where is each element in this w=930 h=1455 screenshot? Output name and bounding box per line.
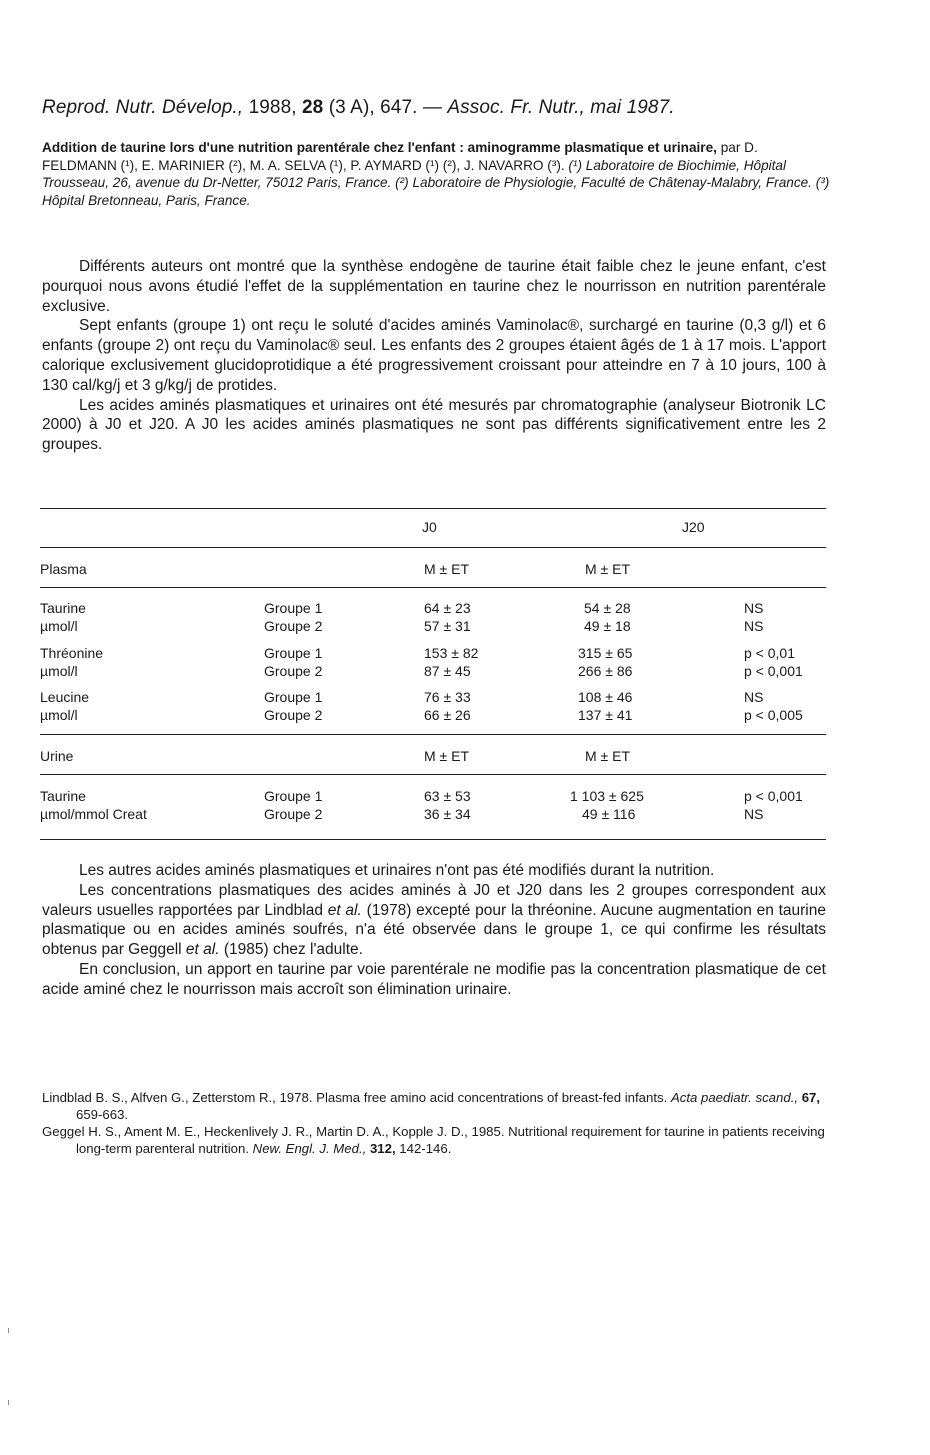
urine-label: Urine xyxy=(40,748,74,764)
urine-j20-stat-header: M ± ET xyxy=(585,748,631,764)
row-j0-g2: 87 ± 45 xyxy=(424,663,471,679)
reference-volume: 67, xyxy=(801,1090,821,1105)
urine-j0-stat-header: M ± ET xyxy=(424,748,470,764)
urine-rule xyxy=(40,774,826,775)
row-j0-g1: 153 ± 82 xyxy=(424,645,479,661)
row-group-1: Groupe 1 xyxy=(264,689,323,705)
reference-authors: Lindblad B. S., Alfven G., Zetterstom R., 1978. xyxy=(42,1090,313,1105)
intro-paragraph-3: Les acides aminés plasmatiques et urinaires ont été mesurés par chromatographie (analyseur Biotronik LC 2000) à J0 et J20. A J0 les acides aminés plasmatiques ne sont pas différents significativement entre les 2 groupes. xyxy=(42,396,826,454)
reference-authors: Geggel H. S., Ament M. E., Heckenlively J. R., Martin D. A., Kopple J. D., 1985. xyxy=(42,1124,505,1139)
reference-journal: New. Engl. J. Med., xyxy=(252,1141,367,1156)
scan-mark xyxy=(8,1400,9,1405)
reference-title: Nutritional requirement for taurine in patients receiving long-term parenteral nutrition. xyxy=(76,1124,825,1156)
row-group-2: Groupe 2 xyxy=(264,618,323,634)
journal-assoc: Assoc. Fr. Nutr., mai 1987. xyxy=(447,97,675,118)
row-group-1: Groupe 1 xyxy=(264,645,323,661)
header-j0: J0 xyxy=(422,519,437,535)
row-j0-g2: 36 ± 34 xyxy=(424,806,471,822)
journal-issue: (3 A), 647. — xyxy=(328,97,442,118)
row-sig-g2: NS xyxy=(744,806,764,822)
results-p2-part-b: (1978) excepté pour la thréonine. Aucune augmentation en taurine plasmatique ou en acides aminés soufrés, n'a été observée dans le groupe 1, ce qui confirme les résultats obtenus par Geggell xyxy=(42,901,826,959)
row-j0-g1: 76 ± 33 xyxy=(424,689,471,705)
journal-year: 1988, xyxy=(248,97,297,118)
row-j20-g2: 49 ± 116 xyxy=(582,806,636,822)
results-paragraph-3: En conclusion, un apport en taurine par voie parentérale ne modifie pas la concentration plasmatique de cet acide aminé chez le nourrisson mais accroît son élimination urinaire. xyxy=(42,960,826,998)
row-sig-g1: p < 0,001 xyxy=(744,788,803,804)
row-group-2: Groupe 2 xyxy=(264,707,323,723)
journal-header xyxy=(42,97,842,119)
row-j0-g1: 64 ± 23 xyxy=(424,600,471,616)
row-j20-g1: 54 ± 28 xyxy=(584,600,631,616)
header-j20: J20 xyxy=(682,519,705,535)
results-p2-etal-2: et al. xyxy=(185,941,220,959)
row-sig-g2: NS xyxy=(744,618,764,634)
row-sig-g1: NS xyxy=(744,600,764,616)
plasma-label: Plasma xyxy=(40,561,87,577)
plasma-rule xyxy=(40,587,826,588)
table-bottom-rule xyxy=(40,839,826,840)
results-paragraph-1: Les autres acides aminés plasmatiques et urinaires n'ont pas été modifiés durant la nutrition. xyxy=(79,862,715,879)
results-p2-etal: et al. xyxy=(327,901,362,919)
article-title: Addition de taurine lors d'une nutrition parentérale chez l'enfant : aminogramme plasmatique et urinaire, xyxy=(42,140,717,155)
row-name: Taurine xyxy=(40,788,86,804)
row-unit: µmol/l xyxy=(40,663,78,679)
row-j20-g1: 315 ± 65 xyxy=(578,645,633,661)
row-name: Taurine xyxy=(40,600,86,616)
row-j20-g1: 1 103 ± 625 xyxy=(570,788,644,804)
row-j20-g2: 266 ± 86 xyxy=(578,663,633,679)
reference-volume: 312, xyxy=(369,1141,396,1156)
row-j0-g2: 57 ± 31 xyxy=(424,618,471,634)
intro-paragraph-2: Sept enfants (groupe 1) ont reçu le soluté d'acides aminés Vaminolac®, surchargé en taurine (0,3 g/l) et 6 enfants (groupe 2) ont reçu du Vaminolac® seul. Les enfants des 2 groupes étaient âgés de 1 à 17 mois. L'apport calorique exclusivement glucidoprotidique a été progressivement croissant pour atteindre en 7 à 10 jours, 100 à 130 cal/kg/j et 3 g/kg/j de protides. xyxy=(42,317,826,394)
row-unit: µmol/mmol Creat xyxy=(40,806,147,822)
reference-pages: 142-146. xyxy=(399,1141,452,1156)
intro-section xyxy=(42,257,826,455)
table-top-rule xyxy=(40,508,826,509)
reference-pages: 659-663. xyxy=(76,1107,129,1122)
article-title-block xyxy=(42,139,832,209)
results-section xyxy=(42,861,826,1000)
row-sig-g1: p < 0,01 xyxy=(744,645,795,661)
reference-title: Plasma free amino acid concentrations of breast-fed infants. xyxy=(316,1090,668,1105)
row-sig-g2: p < 0,005 xyxy=(744,707,803,723)
scan-mark xyxy=(8,1328,9,1333)
row-j0-g1: 63 ± 53 xyxy=(424,788,471,804)
row-j20-g2: 137 ± 41 xyxy=(578,707,633,723)
row-name: Thréonine xyxy=(40,645,104,661)
row-group-2: Groupe 2 xyxy=(264,806,323,822)
row-sig-g2: p < 0,001 xyxy=(744,663,803,679)
article-authors: par D. FELDMANN (¹), E. MARINIER (²), M. A. SELVA (¹), P. AYMARD (¹) (²), J. NAVARRO (³). xyxy=(42,140,758,173)
article-affiliations: (¹) Laboratoire de Biochimie, Hôpital Trousseau, 26, avenue du Dr-Netter, 75012 Paris, France. (²) Laboratoire de Physiologie, Faculté de Châtenay-Malabry, France. (³) Hôpital Bretonneau, Paris, France. xyxy=(42,157,830,208)
row-j20-g1: 108 ± 46 xyxy=(578,689,633,705)
row-sig-g1: NS xyxy=(744,689,764,705)
reference-item xyxy=(42,1089,826,1123)
urine-top-rule xyxy=(40,734,826,735)
row-group-2: Groupe 2 xyxy=(264,663,323,679)
intro-paragraph-1: Différents auteurs ont montré que la synthèse endogène de taurine était faible chez le jeune enfant, c'est pourquoi nous avons étudié l'effet de la supplémentation en taurine chez le nourrisson en nutrition parentérale exclusive. xyxy=(42,258,826,315)
journal-volume: 28 xyxy=(302,97,324,118)
row-j20-g2: 49 ± 18 xyxy=(584,618,631,634)
row-name: Leucine xyxy=(40,689,90,705)
journal-name: Reprod. Nutr. Dévelop., xyxy=(42,97,244,118)
row-j0-g2: 66 ± 26 xyxy=(424,707,471,723)
results-p2-part-a: Les concentrations plasmatiques des acides aminés à J0 et J20 dans les 2 groupes correspondent aux valeurs usuelles rapportées par Lindblad xyxy=(42,881,826,919)
row-unit: µmol/l xyxy=(40,618,78,634)
references xyxy=(42,1089,826,1157)
plasma-j0-stat-header: M ± ET xyxy=(424,561,470,577)
plasma-j20-stat-header: M ± ET xyxy=(585,561,631,577)
row-group-1: Groupe 1 xyxy=(264,600,323,616)
results-p2-part-c: (1985) chez l'adulte. xyxy=(223,941,363,959)
row-group-1: Groupe 1 xyxy=(264,788,323,804)
row-unit: µmol/l xyxy=(40,707,78,723)
table-header-rule xyxy=(40,547,826,548)
reference-item xyxy=(42,1123,826,1157)
reference-journal: Acta paediatr. scand., xyxy=(670,1090,799,1105)
results-paragraph-2 xyxy=(42,881,826,960)
